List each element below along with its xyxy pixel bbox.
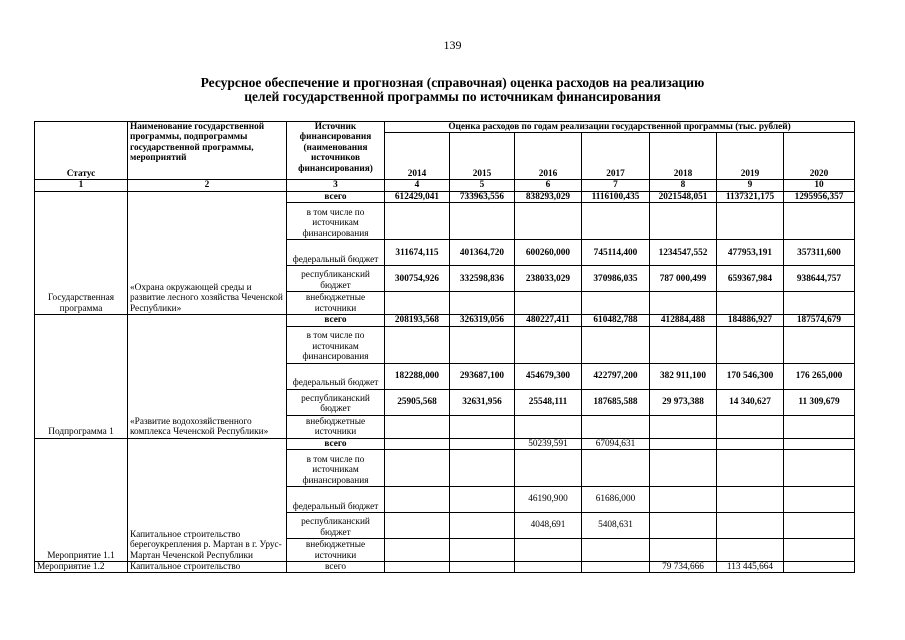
source-cell: всего [287, 438, 385, 449]
value-cell: 11 309,679 [784, 389, 855, 415]
value-cell: 25905,568 [385, 389, 450, 415]
value-cell: 1116100,435 [582, 191, 650, 202]
value-cell [717, 513, 784, 539]
value-cell: 938644,757 [784, 266, 855, 292]
value-cell: 182288,000 [385, 363, 450, 389]
value-cell: 187685,588 [582, 389, 650, 415]
value-cell [450, 438, 515, 449]
value-cell: 477953,191 [717, 240, 784, 266]
value-cell [650, 539, 717, 562]
column-number: 9 [717, 180, 784, 191]
header-status: Статус [35, 122, 128, 180]
column-number: 3 [287, 180, 385, 191]
column-number: 7 [582, 180, 650, 191]
name-cell: «Развитие водохозяйственного комплекса Чеченской Республики» [128, 315, 287, 438]
source-cell: федеральный бюджет [287, 240, 385, 266]
header-year: 2019 [717, 133, 784, 180]
value-cell [450, 415, 515, 438]
column-number: 6 [515, 180, 582, 191]
table-row [35, 562, 855, 573]
header-year: 2018 [650, 133, 717, 180]
source-cell: внебюджетные источники [287, 415, 385, 438]
value-cell [385, 539, 450, 562]
value-cell [717, 450, 784, 487]
value-cell: 67094,631 [582, 438, 650, 449]
table-row [35, 191, 855, 202]
source-cell: республиканский бюджет [287, 266, 385, 292]
value-cell: 300754,926 [385, 266, 450, 292]
value-cell: 32631,956 [450, 389, 515, 415]
value-cell: 480227,411 [515, 315, 582, 326]
header-year: 2016 [515, 133, 582, 180]
value-cell [582, 450, 650, 487]
source-cell: в том числе по источникам финансирования [287, 450, 385, 487]
value-cell [784, 487, 855, 513]
value-cell: 1295956,357 [784, 191, 855, 202]
value-cell [717, 487, 784, 513]
value-cell [784, 415, 855, 438]
source-cell: внебюджетные источники [287, 539, 385, 562]
value-cell: 2021548,051 [650, 191, 717, 202]
value-cell: 79 734,666 [650, 562, 717, 573]
status-cell: Мероприятие 1.1 [35, 438, 128, 561]
column-number: 1 [35, 180, 128, 191]
value-cell [582, 292, 650, 315]
source-cell: всего [287, 191, 385, 202]
value-cell [582, 203, 650, 240]
value-cell: 454679,300 [515, 363, 582, 389]
value-cell [582, 562, 650, 573]
value-cell [784, 513, 855, 539]
value-cell [385, 513, 450, 539]
header-year: 2015 [450, 133, 515, 180]
value-cell [515, 292, 582, 315]
value-cell [385, 438, 450, 449]
status-cell: Подпрограмма 1 [35, 315, 128, 438]
value-cell: 612429,041 [385, 191, 450, 202]
value-cell [385, 487, 450, 513]
title-line-1: Ресурсное обеспечение и прогнозная (справочная) оценка расходов на реализацию [200, 75, 705, 90]
value-cell: 412884,488 [650, 315, 717, 326]
value-cell: 293687,100 [450, 363, 515, 389]
value-cell: 401364,720 [450, 240, 515, 266]
value-cell: 332598,836 [450, 266, 515, 292]
value-cell [717, 203, 784, 240]
value-cell [450, 203, 515, 240]
value-cell: 422797,200 [582, 363, 650, 389]
name-cell: Капитальное строительство берегоукрепления р. Мартан в г. Урус-Мартан Чеченской Республики [128, 438, 287, 561]
value-cell: 25548,111 [515, 389, 582, 415]
value-cell: 610482,788 [582, 315, 650, 326]
value-cell: 659367,984 [717, 266, 784, 292]
value-cell: 745114,400 [582, 240, 650, 266]
column-number: 2 [128, 180, 287, 191]
name-cell: Капитальное строительство [128, 562, 287, 573]
value-cell [650, 450, 717, 487]
header-year: 2020 [784, 133, 855, 180]
value-cell [515, 450, 582, 487]
value-cell: 370986,035 [582, 266, 650, 292]
value-cell: 311674,115 [385, 240, 450, 266]
value-cell [650, 292, 717, 315]
value-cell: 187574,679 [784, 315, 855, 326]
value-cell [650, 203, 717, 240]
source-cell: всего [287, 562, 385, 573]
value-cell [515, 326, 582, 363]
value-cell [717, 326, 784, 363]
value-cell [784, 539, 855, 562]
source-cell: в том числе по источникам финансирования [287, 203, 385, 240]
value-cell: 170 546,300 [717, 363, 784, 389]
header-estimate: Оценка расходов по годам реализации государственной программы (тыс. рублей) [385, 122, 855, 133]
value-cell: 326319,056 [450, 315, 515, 326]
value-cell [385, 326, 450, 363]
value-cell [650, 513, 717, 539]
funding-table [34, 121, 855, 573]
value-cell [450, 292, 515, 315]
value-cell [717, 539, 784, 562]
table-row [35, 315, 855, 326]
value-cell: 208193,568 [385, 315, 450, 326]
header-year: 2017 [582, 133, 650, 180]
value-cell [784, 326, 855, 363]
value-cell [650, 438, 717, 449]
value-cell: 238033,029 [515, 266, 582, 292]
value-cell [650, 487, 717, 513]
column-number: 4 [385, 180, 450, 191]
source-cell: всего [287, 315, 385, 326]
value-cell [385, 415, 450, 438]
value-cell: 5408,631 [582, 513, 650, 539]
status-cell: Мероприятие 1.2 [35, 562, 128, 573]
value-cell [784, 562, 855, 573]
table-row [35, 438, 855, 449]
value-cell [515, 562, 582, 573]
header-year: 2014 [385, 133, 450, 180]
value-cell [784, 438, 855, 449]
source-cell: в том числе по источникам финансирования [287, 326, 385, 363]
value-cell: 46190,900 [515, 487, 582, 513]
value-cell [717, 438, 784, 449]
header-name: Наименование государственной программы, подпрограммы государственной программы, мероприятий [128, 122, 287, 180]
value-cell [717, 415, 784, 438]
value-cell [582, 415, 650, 438]
column-number: 10 [784, 180, 855, 191]
value-cell: 1137321,175 [717, 191, 784, 202]
value-cell: 382 911,100 [650, 363, 717, 389]
value-cell: 176 265,000 [784, 363, 855, 389]
value-cell [450, 450, 515, 487]
source-cell: федеральный бюджет [287, 363, 385, 389]
name-cell: «Охрана окружающей среды и развитие лесного хозяйства Чеченской Республики» [128, 191, 287, 314]
value-cell [582, 326, 650, 363]
page-number: 139 [443, 38, 462, 52]
value-cell: 733963,556 [450, 191, 515, 202]
value-cell: 4048,691 [515, 513, 582, 539]
title-line-2: целей государственной программы по источникам финансирования [244, 89, 661, 104]
value-cell [650, 415, 717, 438]
value-cell [515, 415, 582, 438]
value-cell [582, 539, 650, 562]
value-cell [450, 326, 515, 363]
value-cell: 787 000,499 [650, 266, 717, 292]
value-cell [450, 539, 515, 562]
value-cell: 113 445,664 [717, 562, 784, 573]
value-cell: 838293,029 [515, 191, 582, 202]
value-cell: 600260,000 [515, 240, 582, 266]
value-cell: 184886,927 [717, 315, 784, 326]
source-cell: республиканский бюджет [287, 513, 385, 539]
value-cell: 50239,591 [515, 438, 582, 449]
value-cell [385, 450, 450, 487]
source-cell: республиканский бюджет [287, 389, 385, 415]
value-cell [385, 203, 450, 240]
document-title [120, 76, 785, 104]
value-cell: 1234547,552 [650, 240, 717, 266]
value-cell: 61686,000 [582, 487, 650, 513]
value-cell: 357311,600 [784, 240, 855, 266]
column-number: 8 [650, 180, 717, 191]
column-number: 5 [450, 180, 515, 191]
value-cell [515, 539, 582, 562]
value-cell [450, 562, 515, 573]
source-cell: внебюджетные источники [287, 292, 385, 315]
value-cell [784, 292, 855, 315]
value-cell [450, 513, 515, 539]
value-cell [515, 203, 582, 240]
value-cell [385, 562, 450, 573]
value-cell [450, 487, 515, 513]
value-cell [784, 203, 855, 240]
status-cell: Государственная программа [35, 191, 128, 314]
value-cell [784, 450, 855, 487]
value-cell: 29 973,388 [650, 389, 717, 415]
value-cell: 14 340,627 [717, 389, 784, 415]
source-cell: федеральный бюджет [287, 487, 385, 513]
value-cell [717, 292, 784, 315]
value-cell [650, 326, 717, 363]
header-source: Источник финансирования (наименования источников финансирования) [287, 122, 385, 180]
value-cell [385, 292, 450, 315]
